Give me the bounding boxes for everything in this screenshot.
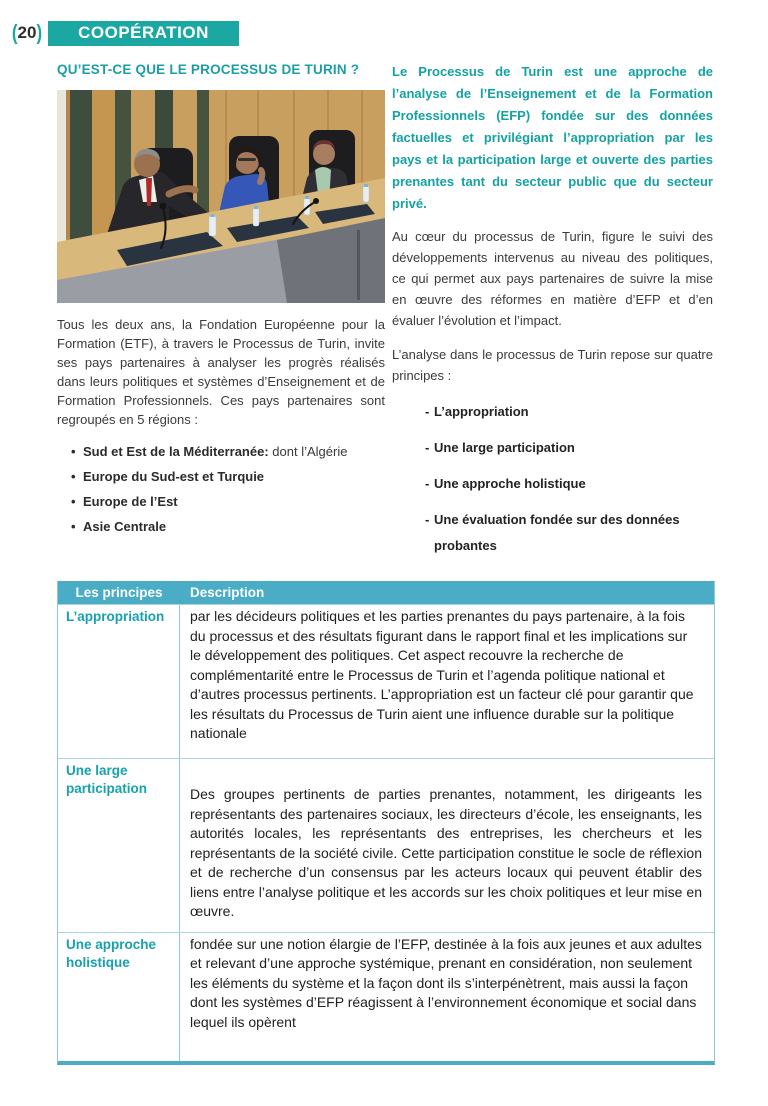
region-name: Europe de l’Est — [83, 494, 178, 509]
region-item — [83, 492, 385, 511]
region-item — [83, 442, 385, 461]
region-name: Asie Centrale — [83, 519, 167, 534]
bracket-left: ( — [11, 20, 18, 45]
table-header-description: Description — [190, 585, 265, 600]
left-column — [57, 59, 385, 569]
description-cell: Des groupes pertinents de parties prenantes, notamment, les dirigeants les représentants des partenaires sociaux, les directeurs d’école, les enseignants, les autorités locales, les représentants des entreprises, les chercheurs et les représentants de la société civile. Cette participation constitue le socle de réflexion et de recherche d’un consensus par les acteurs locaux qui peuvent établir des liens entre l’analyse politique et les accords sur les choix politiques et leur mise en œuvre. — [190, 786, 702, 919]
description-cell: par les décideurs politiques et les parties prenantes du pays partenaire, à la fois du processus et des résultats figurant dans le rapport final et les implications sur le développement des politiques. Cet aspect recouvre la recherche de complémentarité entre le Processus de Turin et l’agenda politique national et d’autres processus pertinents. L’appropriation est un facteur clé pour garantir que les résultats du Processus de Turin aient une influence durable sur la politique nationale — [190, 608, 694, 741]
panel-discussion-photo — [57, 90, 385, 303]
principle-item: - Une évaluation fondée sur des données probantes — [392, 507, 713, 559]
intro-paragraph: Tous les deux ans, la Fondation Européenne pour la Formation (ETF), à travers le Processus de Turin, invite ses pays partenaires à analyser les progrès réalisés dans leurs politiques et systèmes d’Enseignement et de Formation Professionnels. Ces pays partenaires sont regroupés en 5 régions : — [57, 317, 385, 427]
principle-item: - Une approche holistique — [392, 471, 713, 497]
principles-table — [57, 581, 715, 1065]
description-cell: fondée sur une notion élargie de l’EFP, destinée à la fois aux jeunes et aux adultes et relevant d’une approche systémique, prenant en considération, non seulement les éléments du système et la façon dont ils s’interpénètrent, mais aussi la façon dont les systèmes d’EFP réagissent à l’environnement économique et social dans lequel ils opèrent — [190, 935, 702, 1030]
page-number — [8, 20, 46, 45]
regions-list — [57, 442, 385, 536]
body-paragraph-2: L’analyse dans le processus de Turin repose sur quatre principes : — [392, 347, 713, 383]
lead-paragraph: Le Processus de Turin est une approche de l’analyse de l’Enseignement et de la Formation Professionnels (EFP) fondée sur des données factuelles et privilégiant l’appropriation par les pays et la participation large et ouverte des parties prenantes tant du secteur public que du secteur privé. — [392, 64, 713, 211]
region-note: dont l’Algérie — [268, 444, 348, 459]
table-row — [58, 604, 714, 758]
principle-item: - Une large participation — [392, 435, 713, 461]
region-name: Sud et Est de la Méditerranée: — [83, 444, 269, 459]
principle-item: - L’appropriation — [392, 399, 713, 425]
principle-cell: Une approche holistique — [58, 933, 180, 1061]
table-row — [58, 932, 714, 1061]
table-header-row — [58, 581, 714, 604]
table-header-principles: Les principes — [75, 585, 163, 600]
page-header — [0, 20, 768, 46]
content-columns — [0, 59, 768, 569]
principle-cell: Une large participation — [58, 759, 180, 932]
table-row — [58, 758, 714, 932]
region-item — [83, 467, 385, 486]
body-paragraph-1: Au cœur du processus de Turin, figure le suivi des développements intervenus au niveau des politiques, ce qui permet aux pays partenaires de suivre la mise en œuvre des réformes en matière d’EFP et d’en évaluer l’évolution et l’impact. — [392, 229, 713, 328]
article-heading: QU’EST-CE QUE LE PROCESSUS DE TURIN ? — [57, 62, 360, 77]
magazine-page — [0, 20, 768, 1106]
principle-cell: L’appropriation — [58, 605, 180, 758]
section-title-bar — [48, 21, 239, 46]
bracket-right: ) — [36, 20, 43, 45]
right-column — [392, 59, 713, 569]
section-title: COOPÉRATION — [78, 23, 209, 42]
region-item — [83, 517, 385, 536]
region-name: Europe du Sud-est et Turquie — [83, 469, 265, 484]
principles-list — [392, 399, 713, 559]
page-number-value: 20 — [17, 23, 37, 42]
